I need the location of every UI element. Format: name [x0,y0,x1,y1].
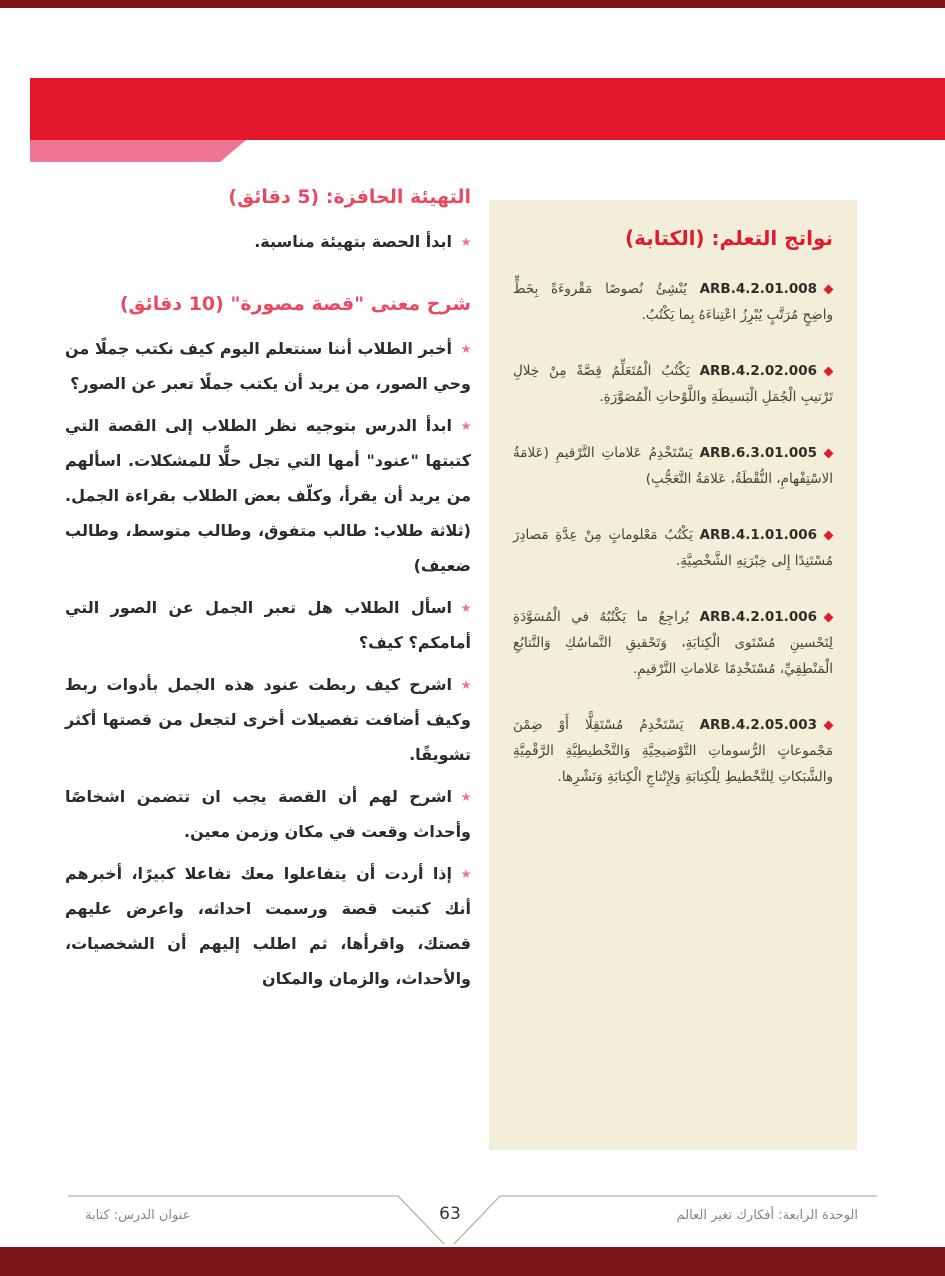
section-explain-story [65,293,471,996]
instruction-item [65,667,471,772]
diamond-bullet-icon [824,449,834,459]
outcome-code: ARB.4.2.01.008 [699,281,817,297]
flower-bullet-icon [461,344,471,354]
diamond-bullet-icon [824,285,834,295]
instruction-text: اشرح لهم أن القصة يجب ان تتضمن اشخاصًا وأحداث وقعت في مكان وزمن معين. [65,787,471,841]
header-banner-fold [30,140,246,162]
lesson-title-label: عنوان الدرس: كتابة [85,1208,191,1223]
section-warmup-list [65,224,471,259]
learning-outcomes-list [513,276,833,790]
instruction-text: إذا أردت أن يتفاعلوا معك تفاعلا كبيرًا، أخبرهم أنك كتبت قصة ورسمت احداثه، واعرض عليهم قصتك، واقرأها، ثم اطلب إليهم أن الشخصيات، والأحداث، والزمان والمكان [65,864,471,988]
flower-bullet-icon [461,680,471,690]
header-banner [30,78,945,140]
outcome-item [513,440,833,492]
instruction-item [65,590,471,660]
outcome-code: ARB.4.2.05.003 [699,717,817,733]
outcome-text: يُراجِعُ ما يَكْتُبُهُ في الْمُسَوَّدَةِ لِتَحْسينِ مُسْتَوى الْكِتابَةِ، وَتَحْقيقِ التَّماسُكِ وَالتَّتابُعِ الْمَنْطِقِيِّ، مُسْتَخْدِمًا عَلاماتِ التَّرْقيمِ. [513,609,833,677]
diamond-bullet-icon [824,613,834,623]
instruction-item [65,331,471,401]
outcome-item [513,276,833,328]
diamond-bullet-icon [824,531,834,541]
section-explain-heading: شرح معنى "قصة مصورة" (10 دقائق) [119,293,471,315]
section-explain-list [65,331,471,996]
instruction-text: اسأل الطلاب هل تعبر الجمل عن الصور التي أمامكم؟ كيف؟ [65,598,471,652]
instruction-text: ابدأ الحصة بتهيئة مناسبة. [254,232,452,251]
outcome-code: ARB.4.2.02.006 [699,363,817,379]
outcome-code: ARB.6.3.01.005 [699,445,817,461]
flower-bullet-icon [461,603,471,613]
outcome-text: يَسْتَخْدِمُ عَلاماتِ التَّرْقيمِ (عَلامَةُ الاسْتِفْهامِ، النُّقْطَةُ، عَلامَةُ التَّعَجُّبِ) [513,445,833,487]
outcome-item [513,358,833,410]
instruction-text: ابدأ الدرس بتوجيه نظر الطلاب إلى القصة التي كتبتها "عنود" أمها التي تجل حلًّا للمشكلات. اسألهم من يريد أن يقرأ، وكلّف بعض الطلاب بقراءة الجمل. (ثلاثة طلاب: طالب متفوق، وطالب متوسط، وطالب ضعيف) [65,416,471,575]
bottom-border-bar [0,1247,945,1276]
diamond-bullet-icon [824,721,834,731]
outcome-text: يُنْشِئُ نُصوصًا مَقْروءَةً بِخَطٍّ واضِحٍ مُرَتَّبٍ يُبْرِزُ اعْتِناءَهُ بِما يَكْتُبُ. [513,281,833,323]
learning-outcomes-panel [489,200,857,1150]
top-border-bar [0,0,945,8]
section-warmup-heading: التهيئة الحافزة: (5 دقائق) [228,186,471,208]
outcome-code: ARB.4.2.01.006 [699,609,817,625]
outcome-text: يَسْتَخْدِمُ مُسْتَقِلًّا أَوْ ضِمْنَ مَجْموعاتٍ الرُّسوماتِ التَّوْضيحِيَّةِ وَالتَّخْطيطِيَّةِ الرَّقْمِيَّةِ والشَّبَكاتِ لِلتَّخْطيطِ لِلْكِتابَةِ وَلِإِنْتاجِ الْكِتابَةِ وَنَشْرِها. [513,717,833,785]
page-footer [0,1188,945,1248]
instruction-text: أخبر الطلاب أننا سنتعلم اليوم كيف نكتب جملًا من وحي الصور، من يريد أن يكتب جملًا تعبر عن الصور؟ [65,339,471,393]
page-number: 63 [439,1204,461,1224]
outcome-item [513,522,833,574]
instruction-item [65,779,471,849]
instruction-item [65,856,471,996]
outcome-item [513,604,833,682]
lesson-body [65,186,471,1003]
unit-title-label: الوحدة الرابعة: أفكارك تغير العالم [676,1208,858,1223]
flower-bullet-icon [461,792,471,802]
instruction-text: اشرح كيف ربطت عنود هذه الجمل بأدوات ربط وكيف أضافت تفصيلات أخرى لتجعل من قصتها أكثر تشويقًا. [65,675,471,764]
flower-bullet-icon [461,237,471,247]
instruction-item [65,224,471,259]
section-warmup [65,186,471,259]
outcome-code: ARB.4.1.01.006 [699,527,817,543]
outcome-text: يَكْتُبُ مَعْلوماتٍ مِنْ عِدَّةِ مَصادِرَ مُسْتَنِدًا إِلى خِبْرَتِهِ الشَّخْصِيَّةِ. [513,527,833,569]
learning-outcomes-title: نواتج التعلم: (الكتابة) [624,226,833,250]
outcome-item [513,712,833,790]
diamond-bullet-icon [824,367,834,377]
flower-bullet-icon [461,421,471,431]
flower-bullet-icon [461,869,471,879]
outcome-text: يَكْتُبُ الْمُتَعَلِّمُ قِصَّةً مِنْ خِلالِ تَرْتيبِ الْجُمَلِ الْبَسيطَةِ واللَّوْحاتِ الْمُصَوَّرَةِ. [513,363,833,405]
instruction-item [65,408,471,583]
